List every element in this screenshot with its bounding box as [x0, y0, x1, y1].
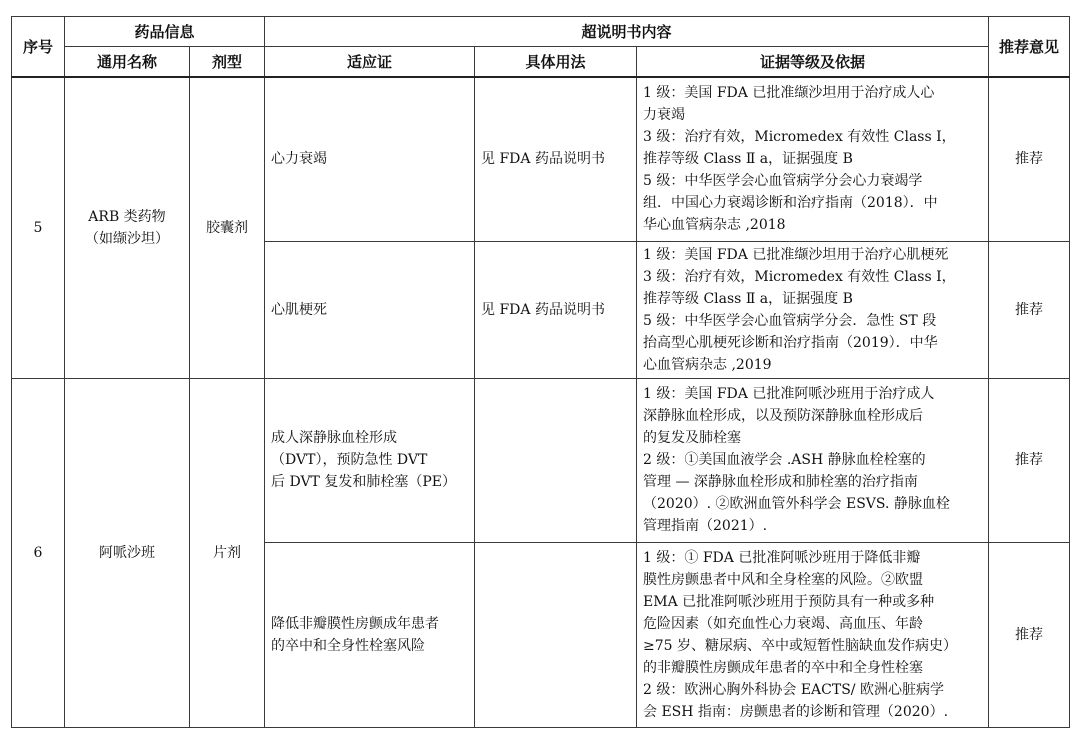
evidence-line: 1 级：美国 FDA 已批准阿哌沙班用于治疗成人	[643, 386, 935, 402]
evidence-line: 1 级：① FDA 已批准阿哌沙班用于降低非瓣	[643, 549, 921, 566]
header-dosage-form: 剂型	[190, 47, 265, 78]
evidence-line: 的复发及肺栓塞	[643, 430, 742, 446]
table-row	[12, 77, 1070, 241]
evidence-line: 危险因素（如充血性心力衰竭、高血压、年龄	[643, 615, 924, 632]
evidence-line: 管理指南（2021）.	[643, 518, 768, 534]
indication-line: 成人深静脉血栓形成	[271, 430, 398, 446]
evidence-cell	[637, 542, 989, 727]
evidence-line: 推荐等级 Class Ⅱ a，证据强度 B	[643, 151, 853, 168]
evidence-cell	[637, 77, 989, 241]
recommendation-cell: 推荐	[989, 241, 1070, 378]
generic-name-line: 阿哌沙班	[99, 544, 155, 561]
evidence-line: 5 级：中华医学会心血管病学分会．急性 ST 段	[643, 312, 937, 329]
usage-cell: 见 FDA 药品说明书	[475, 241, 637, 378]
evidence-line: 心血管病杂志 ,2019	[643, 356, 772, 373]
usage-cell: 见 FDA 药品说明书	[475, 77, 637, 241]
header-indication: 适应证	[265, 47, 475, 78]
evidence-line: ≥75 岁、糖尿病、卒中或短暂性脑缺血发作病史）	[643, 637, 958, 654]
header-evidence: 证据等级及依据	[637, 47, 989, 78]
evidence-line: 深静脉血栓形成，以及预防深静脉血栓形成后	[643, 408, 924, 424]
indication-cell	[265, 378, 475, 542]
recommendation-cell: 推荐	[989, 378, 1070, 542]
evidence-line: 管理 — 深静脉血栓形成和肺栓塞的治疗指南	[643, 474, 918, 490]
evidence-line: EMA 已批准阿哌沙班用于预防具有一种或多种	[643, 593, 935, 610]
header-offlabel-content: 超说明书内容	[265, 17, 989, 47]
evidence-line: 会 ESH 指南：房颤患者的诊断和管理（2020）.	[643, 703, 949, 720]
header-usage: 具体用法	[475, 47, 637, 78]
evidence-line: 3 级：治疗有效，Micromedex 有效性 Class Ⅰ，	[643, 268, 956, 285]
indication-line: 后 DVT 复发和肺栓塞（PE）	[271, 474, 456, 490]
dosage-form-cell: 片剂	[190, 378, 265, 727]
evidence-line: 推荐等级 Class Ⅱ a，证据强度 B	[643, 290, 853, 307]
evidence-line: 3 级：治疗有效，Micromedex 有效性 Class I，	[643, 129, 956, 146]
header-seq: 序号	[12, 17, 65, 78]
evidence-line: 华心血管病杂志 ,2018	[643, 217, 786, 234]
seq-cell: 5	[12, 77, 65, 378]
indication-cell: 心力衰竭	[265, 77, 475, 241]
table-body	[12, 77, 1070, 727]
indication-line: （DVT），预防急性 DVT	[271, 452, 428, 468]
evidence-line: 2 级：①美国血液学会 .ASH 静脉血栓栓塞的	[643, 452, 926, 468]
seq-cell: 6	[12, 378, 65, 727]
generic-name-cell	[65, 378, 190, 727]
usage-cell	[475, 542, 637, 727]
table-header	[12, 17, 1070, 78]
evidence-line: 的非瓣膜性房颤成年患者的卒中和全身性栓塞	[643, 659, 924, 676]
evidence-line: 力衰竭	[643, 107, 686, 124]
generic-name-line: （如缬沙坦）	[85, 230, 169, 247]
evidence-line: 抬高型心肌梗死诊断和治疗指南（2019）．中华	[643, 334, 938, 351]
table-row	[12, 378, 1070, 542]
evidence-line: 1 级：美国 FDA 已批准缬沙坦用于治疗成人心	[643, 85, 935, 102]
generic-name-cell	[65, 77, 190, 378]
header-drug-info: 药品信息	[65, 17, 265, 47]
header-generic-name: 通用名称	[65, 47, 190, 78]
offlabel-drug-table	[11, 16, 1070, 728]
recommendation-cell: 推荐	[989, 542, 1070, 727]
indication-line: 的卒中和全身性栓塞风险	[271, 637, 426, 654]
header-recommendation: 推荐意见	[989, 17, 1070, 78]
dosage-form-cell: 胶囊剂	[190, 77, 265, 378]
evidence-cell	[637, 378, 989, 542]
indication-cell: 心肌梗死	[265, 241, 475, 378]
evidence-line: 2 级：欧洲心胸外科协会 EACTS/ 欧洲心脏病学	[643, 681, 944, 698]
indication-line: 降低非瓣膜性房颤成年患者	[271, 615, 440, 632]
evidence-line: 组．中国心力衰竭诊断和治疗指南（2018）．中	[643, 195, 938, 212]
recommendation-cell: 推荐	[989, 77, 1070, 241]
evidence-line: 膜性房颤患者中风和全身栓塞的风险。②欧盟	[643, 571, 924, 588]
usage-cell	[475, 378, 637, 542]
evidence-line: 1 级：美国 FDA 已批准缬沙坦用于治疗心肌梗死	[643, 246, 949, 263]
evidence-cell	[637, 241, 989, 378]
evidence-line: （2020）. ②欧洲血管外科学会 ESVS. 静脉血栓	[643, 496, 950, 512]
generic-name-line: ARB 类药物	[88, 208, 166, 225]
evidence-line: 5 级：中华医学会心血管病学分会心力衰竭学	[643, 173, 923, 190]
indication-cell	[265, 542, 475, 727]
